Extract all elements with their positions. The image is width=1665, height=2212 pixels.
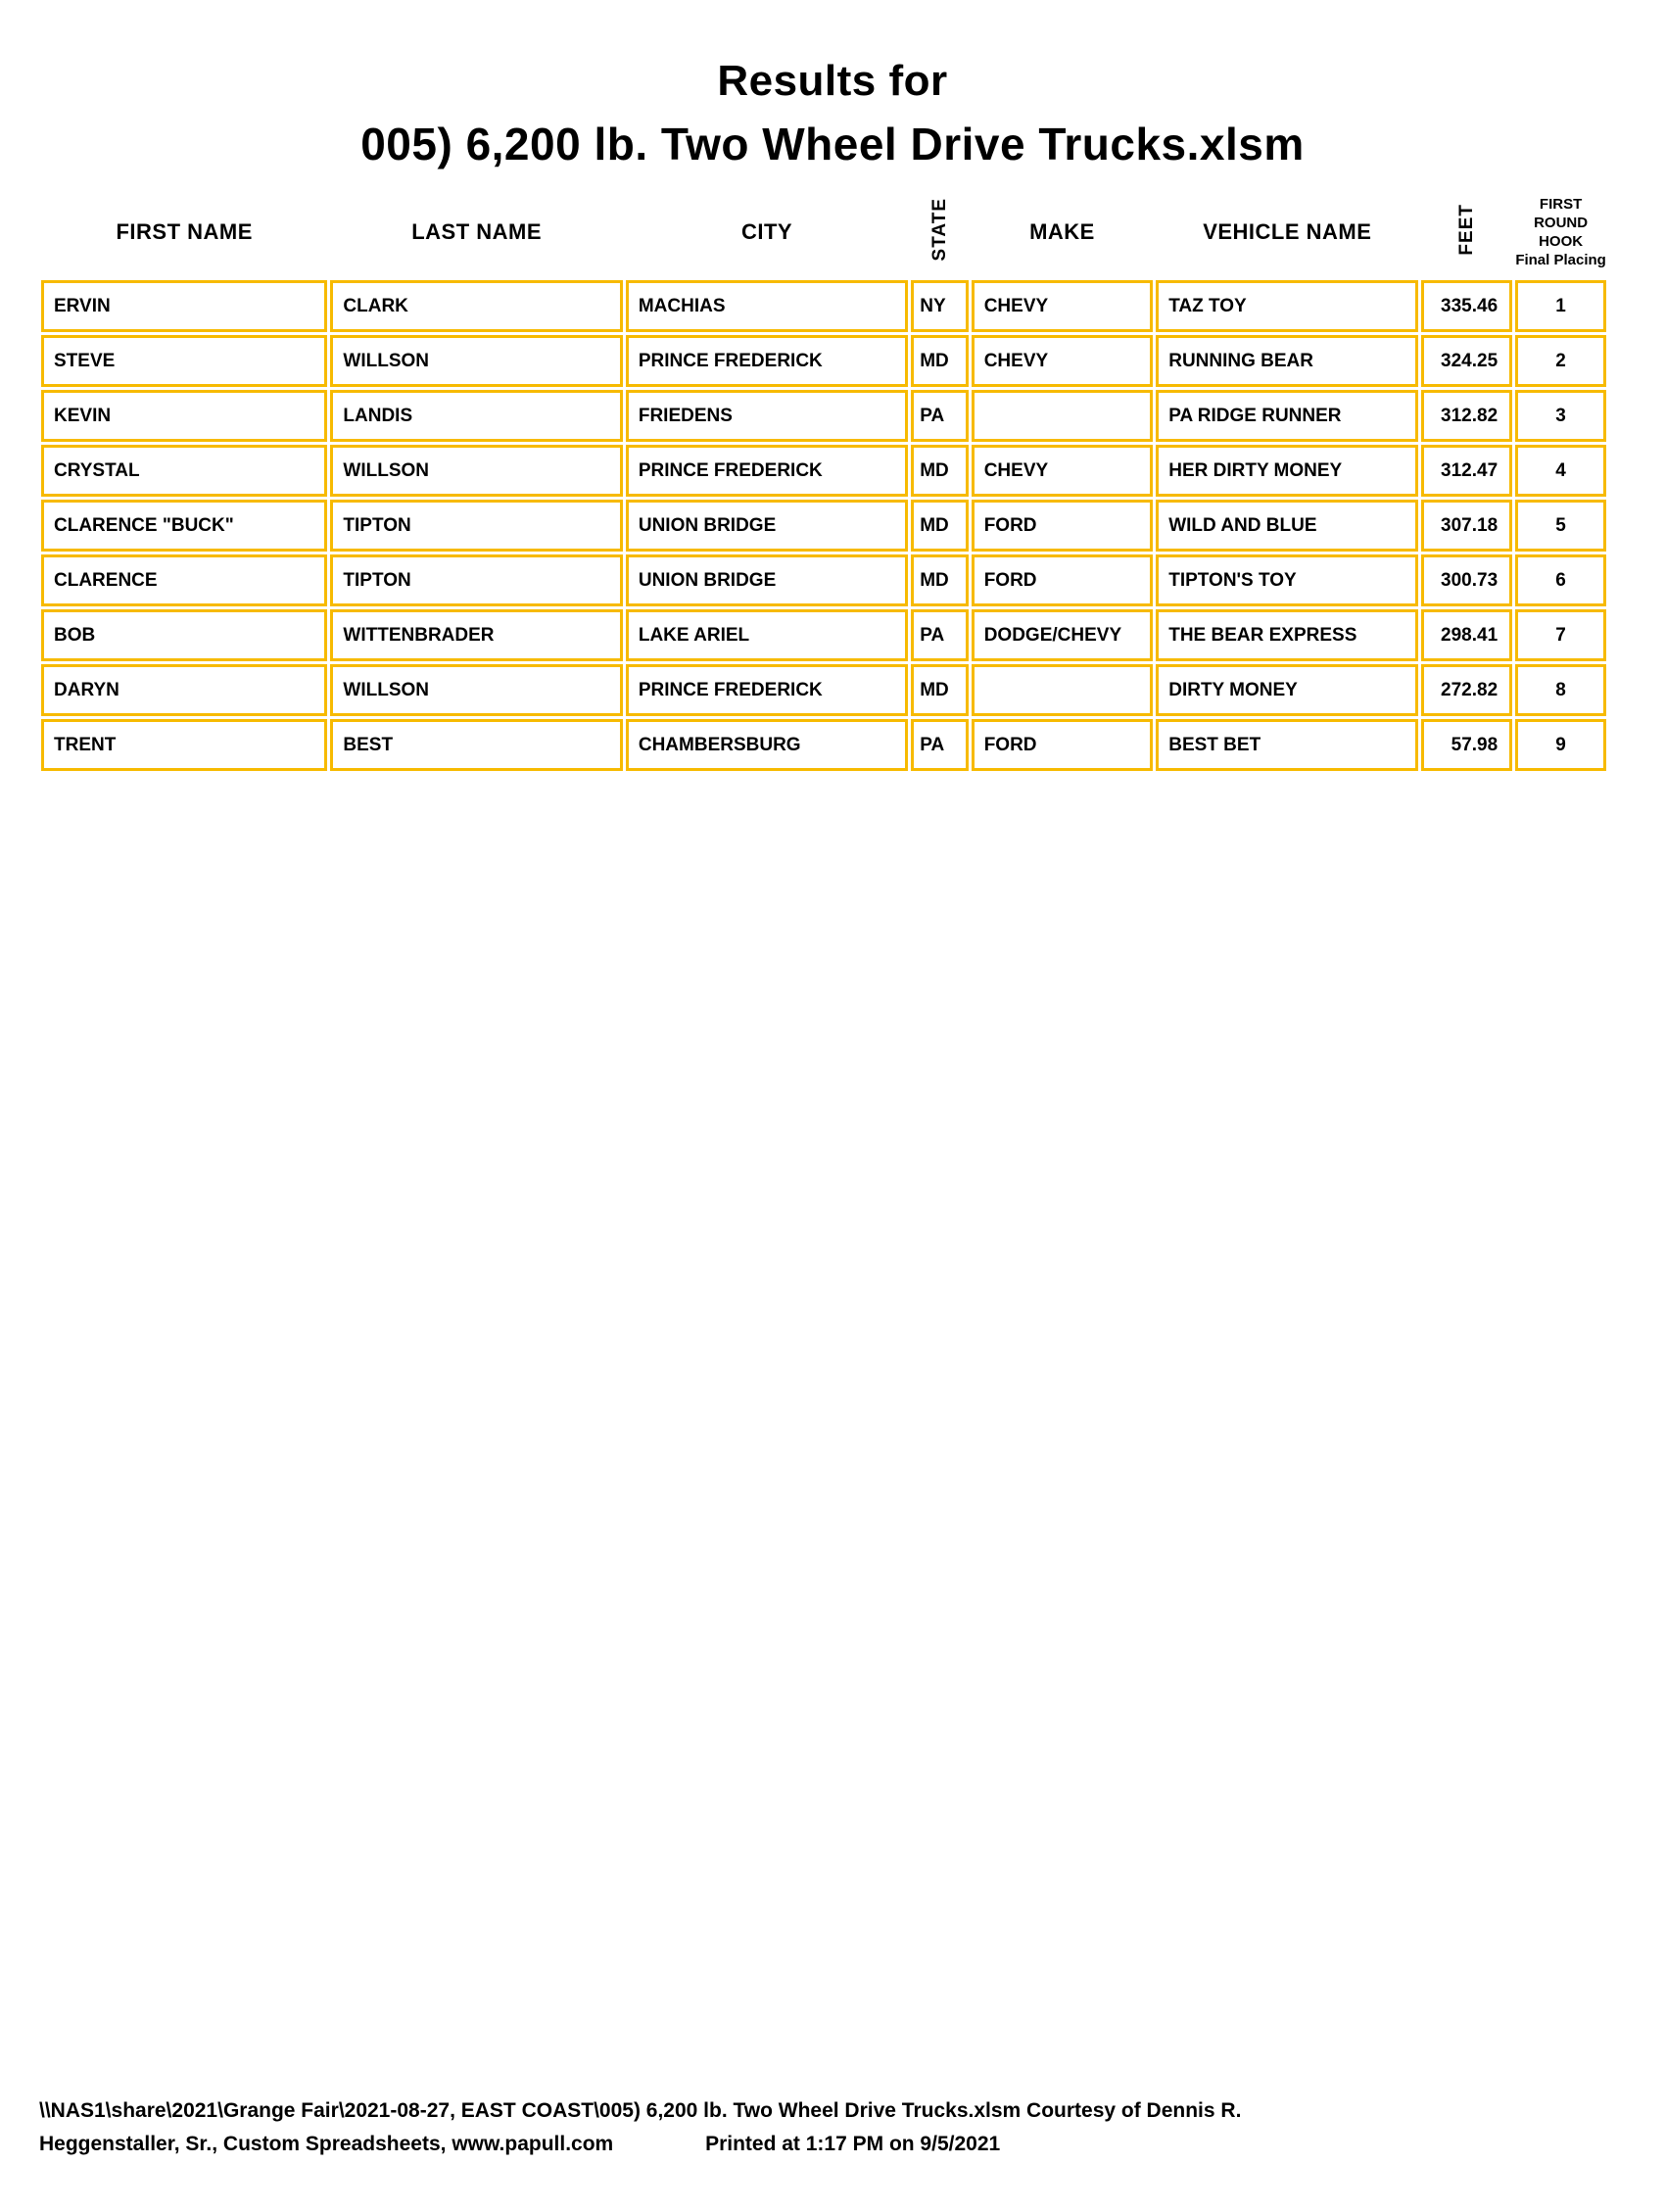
cell-last-name: TIPTON bbox=[330, 500, 622, 552]
cell-vehicle-name: THE BEAR EXPRESS bbox=[1156, 609, 1418, 661]
column-header-make: MAKE bbox=[1029, 219, 1095, 244]
table-row bbox=[41, 500, 1606, 552]
cell-feet: 312.47 bbox=[1421, 445, 1512, 497]
column-header-feet bbox=[1421, 187, 1512, 277]
column-header-state bbox=[911, 187, 968, 277]
cell-placing: 2 bbox=[1515, 335, 1606, 387]
cell-placing: 4 bbox=[1515, 445, 1606, 497]
column-header-first-name: FIRST NAME bbox=[116, 219, 253, 244]
cell-first-name: BOB bbox=[41, 609, 327, 661]
cell-first-name: STEVE bbox=[41, 335, 327, 387]
results-table-body bbox=[41, 280, 1606, 771]
footer-credit: Heggenstaller, Sr., Custom Spreadsheets, www.papull.com bbox=[39, 2133, 614, 2155]
footer-line2 bbox=[39, 2128, 1636, 2161]
table-row bbox=[41, 390, 1606, 442]
column-header-feet-label: FEET bbox=[1456, 203, 1478, 256]
cell-feet: 298.41 bbox=[1421, 609, 1512, 661]
cell-placing: 5 bbox=[1515, 500, 1606, 552]
cell-placing: 9 bbox=[1515, 719, 1606, 771]
cell-placing: 6 bbox=[1515, 554, 1606, 606]
cell-vehicle-name: BEST BET bbox=[1156, 719, 1418, 771]
cell-last-name: CLARK bbox=[330, 280, 622, 332]
cell-vehicle-name: TIPTON'S TOY bbox=[1156, 554, 1418, 606]
column-header-placing-line2: HOOK bbox=[1539, 233, 1584, 250]
cell-city: LAKE ARIEL bbox=[626, 609, 908, 661]
cell-city: MACHIAS bbox=[626, 280, 908, 332]
cell-make: CHEVY bbox=[972, 280, 1154, 332]
cell-make: FORD bbox=[972, 554, 1154, 606]
cell-vehicle-name: PA RIDGE RUNNER bbox=[1156, 390, 1418, 442]
cell-vehicle-name: HER DIRTY MONEY bbox=[1156, 445, 1418, 497]
table-row bbox=[41, 280, 1606, 332]
cell-feet: 324.25 bbox=[1421, 335, 1512, 387]
cell-city: UNION BRIDGE bbox=[626, 500, 908, 552]
cell-city: PRINCE FREDERICK bbox=[626, 445, 908, 497]
column-header-last-name: LAST NAME bbox=[411, 219, 543, 244]
cell-placing: 7 bbox=[1515, 609, 1606, 661]
cell-make: CHEVY bbox=[972, 445, 1154, 497]
cell-last-name: BEST bbox=[330, 719, 622, 771]
column-header-placing-line3: Final Placing bbox=[1515, 252, 1606, 268]
page-footer bbox=[39, 2094, 1636, 2161]
cell-make: CHEVY bbox=[972, 335, 1154, 387]
cell-first-name: TRENT bbox=[41, 719, 327, 771]
cell-city: PRINCE FREDERICK bbox=[626, 664, 908, 716]
cell-last-name: TIPTON bbox=[330, 554, 622, 606]
column-header-vehicle-name: VEHICLE NAME bbox=[1203, 219, 1372, 244]
cell-state: PA bbox=[911, 719, 968, 771]
column-header-placing-line1: FIRST ROUND bbox=[1534, 196, 1589, 231]
page-title: Results for bbox=[717, 57, 948, 105]
cell-placing: 8 bbox=[1515, 664, 1606, 716]
page-subtitle: 005) 6,200 lb. Two Wheel Drive Trucks.xlsm bbox=[360, 119, 1305, 169]
cell-city: CHAMBERSBURG bbox=[626, 719, 908, 771]
cell-state: PA bbox=[911, 390, 968, 442]
table-row bbox=[41, 719, 1606, 771]
cell-vehicle-name: TAZ TOY bbox=[1156, 280, 1418, 332]
cell-last-name: WILLSON bbox=[330, 335, 622, 387]
table-row bbox=[41, 664, 1606, 716]
results-table-header bbox=[41, 187, 1606, 277]
table-row bbox=[41, 609, 1606, 661]
footer-printed-at: Printed at 1:17 PM on 9/5/2021 bbox=[705, 2133, 1001, 2155]
table-row bbox=[41, 554, 1606, 606]
table-row bbox=[41, 335, 1606, 387]
cell-make: FORD bbox=[972, 719, 1154, 771]
cell-state: PA bbox=[911, 609, 968, 661]
footer-file-path: \\NAS1\share\2021\Grange Fair\2021-08-27, EAST COAST\005) 6,200 lb. Two Wheel Drive Trucks.xlsm Courtesy of Dennis R. bbox=[39, 2099, 1242, 2122]
cell-city: PRINCE FREDERICK bbox=[626, 335, 908, 387]
cell-vehicle-name: WILD AND BLUE bbox=[1156, 500, 1418, 552]
column-header-city: CITY bbox=[740, 219, 793, 244]
column-header-final-placing bbox=[1515, 187, 1606, 277]
cell-vehicle-name: RUNNING BEAR bbox=[1156, 335, 1418, 387]
cell-feet: 300.73 bbox=[1421, 554, 1512, 606]
cell-placing: 1 bbox=[1515, 280, 1606, 332]
cell-last-name: WILLSON bbox=[330, 664, 622, 716]
results-table bbox=[38, 184, 1609, 774]
cell-first-name: DARYN bbox=[41, 664, 327, 716]
cell-city: UNION BRIDGE bbox=[626, 554, 908, 606]
header-row bbox=[41, 187, 1606, 277]
cell-first-name: CLARENCE "BUCK" bbox=[41, 500, 327, 552]
cell-first-name: CLARENCE bbox=[41, 554, 327, 606]
cell-state: NY bbox=[911, 280, 968, 332]
cell-feet: 335.46 bbox=[1421, 280, 1512, 332]
cell-city: FRIEDENS bbox=[626, 390, 908, 442]
cell-vehicle-name: DIRTY MONEY bbox=[1156, 664, 1418, 716]
cell-feet: 57.98 bbox=[1421, 719, 1512, 771]
cell-feet: 307.18 bbox=[1421, 500, 1512, 552]
cell-last-name: WITTENBRADER bbox=[330, 609, 622, 661]
cell-state: MD bbox=[911, 554, 968, 606]
cell-feet: 272.82 bbox=[1421, 664, 1512, 716]
cell-make: FORD bbox=[972, 500, 1154, 552]
cell-last-name: LANDIS bbox=[330, 390, 622, 442]
cell-make bbox=[972, 390, 1154, 442]
cell-first-name: ERVIN bbox=[41, 280, 327, 332]
cell-last-name: WILLSON bbox=[330, 445, 622, 497]
cell-state: MD bbox=[911, 500, 968, 552]
cell-feet: 312.82 bbox=[1421, 390, 1512, 442]
cell-placing: 3 bbox=[1515, 390, 1606, 442]
cell-state: MD bbox=[911, 664, 968, 716]
cell-first-name: CRYSTAL bbox=[41, 445, 327, 497]
table-row bbox=[41, 445, 1606, 497]
cell-state: MD bbox=[911, 335, 968, 387]
cell-state: MD bbox=[911, 445, 968, 497]
cell-make: DODGE/CHEVY bbox=[972, 609, 1154, 661]
cell-make bbox=[972, 664, 1154, 716]
cell-first-name: KEVIN bbox=[41, 390, 327, 442]
column-header-state-label: STATE bbox=[928, 197, 950, 262]
